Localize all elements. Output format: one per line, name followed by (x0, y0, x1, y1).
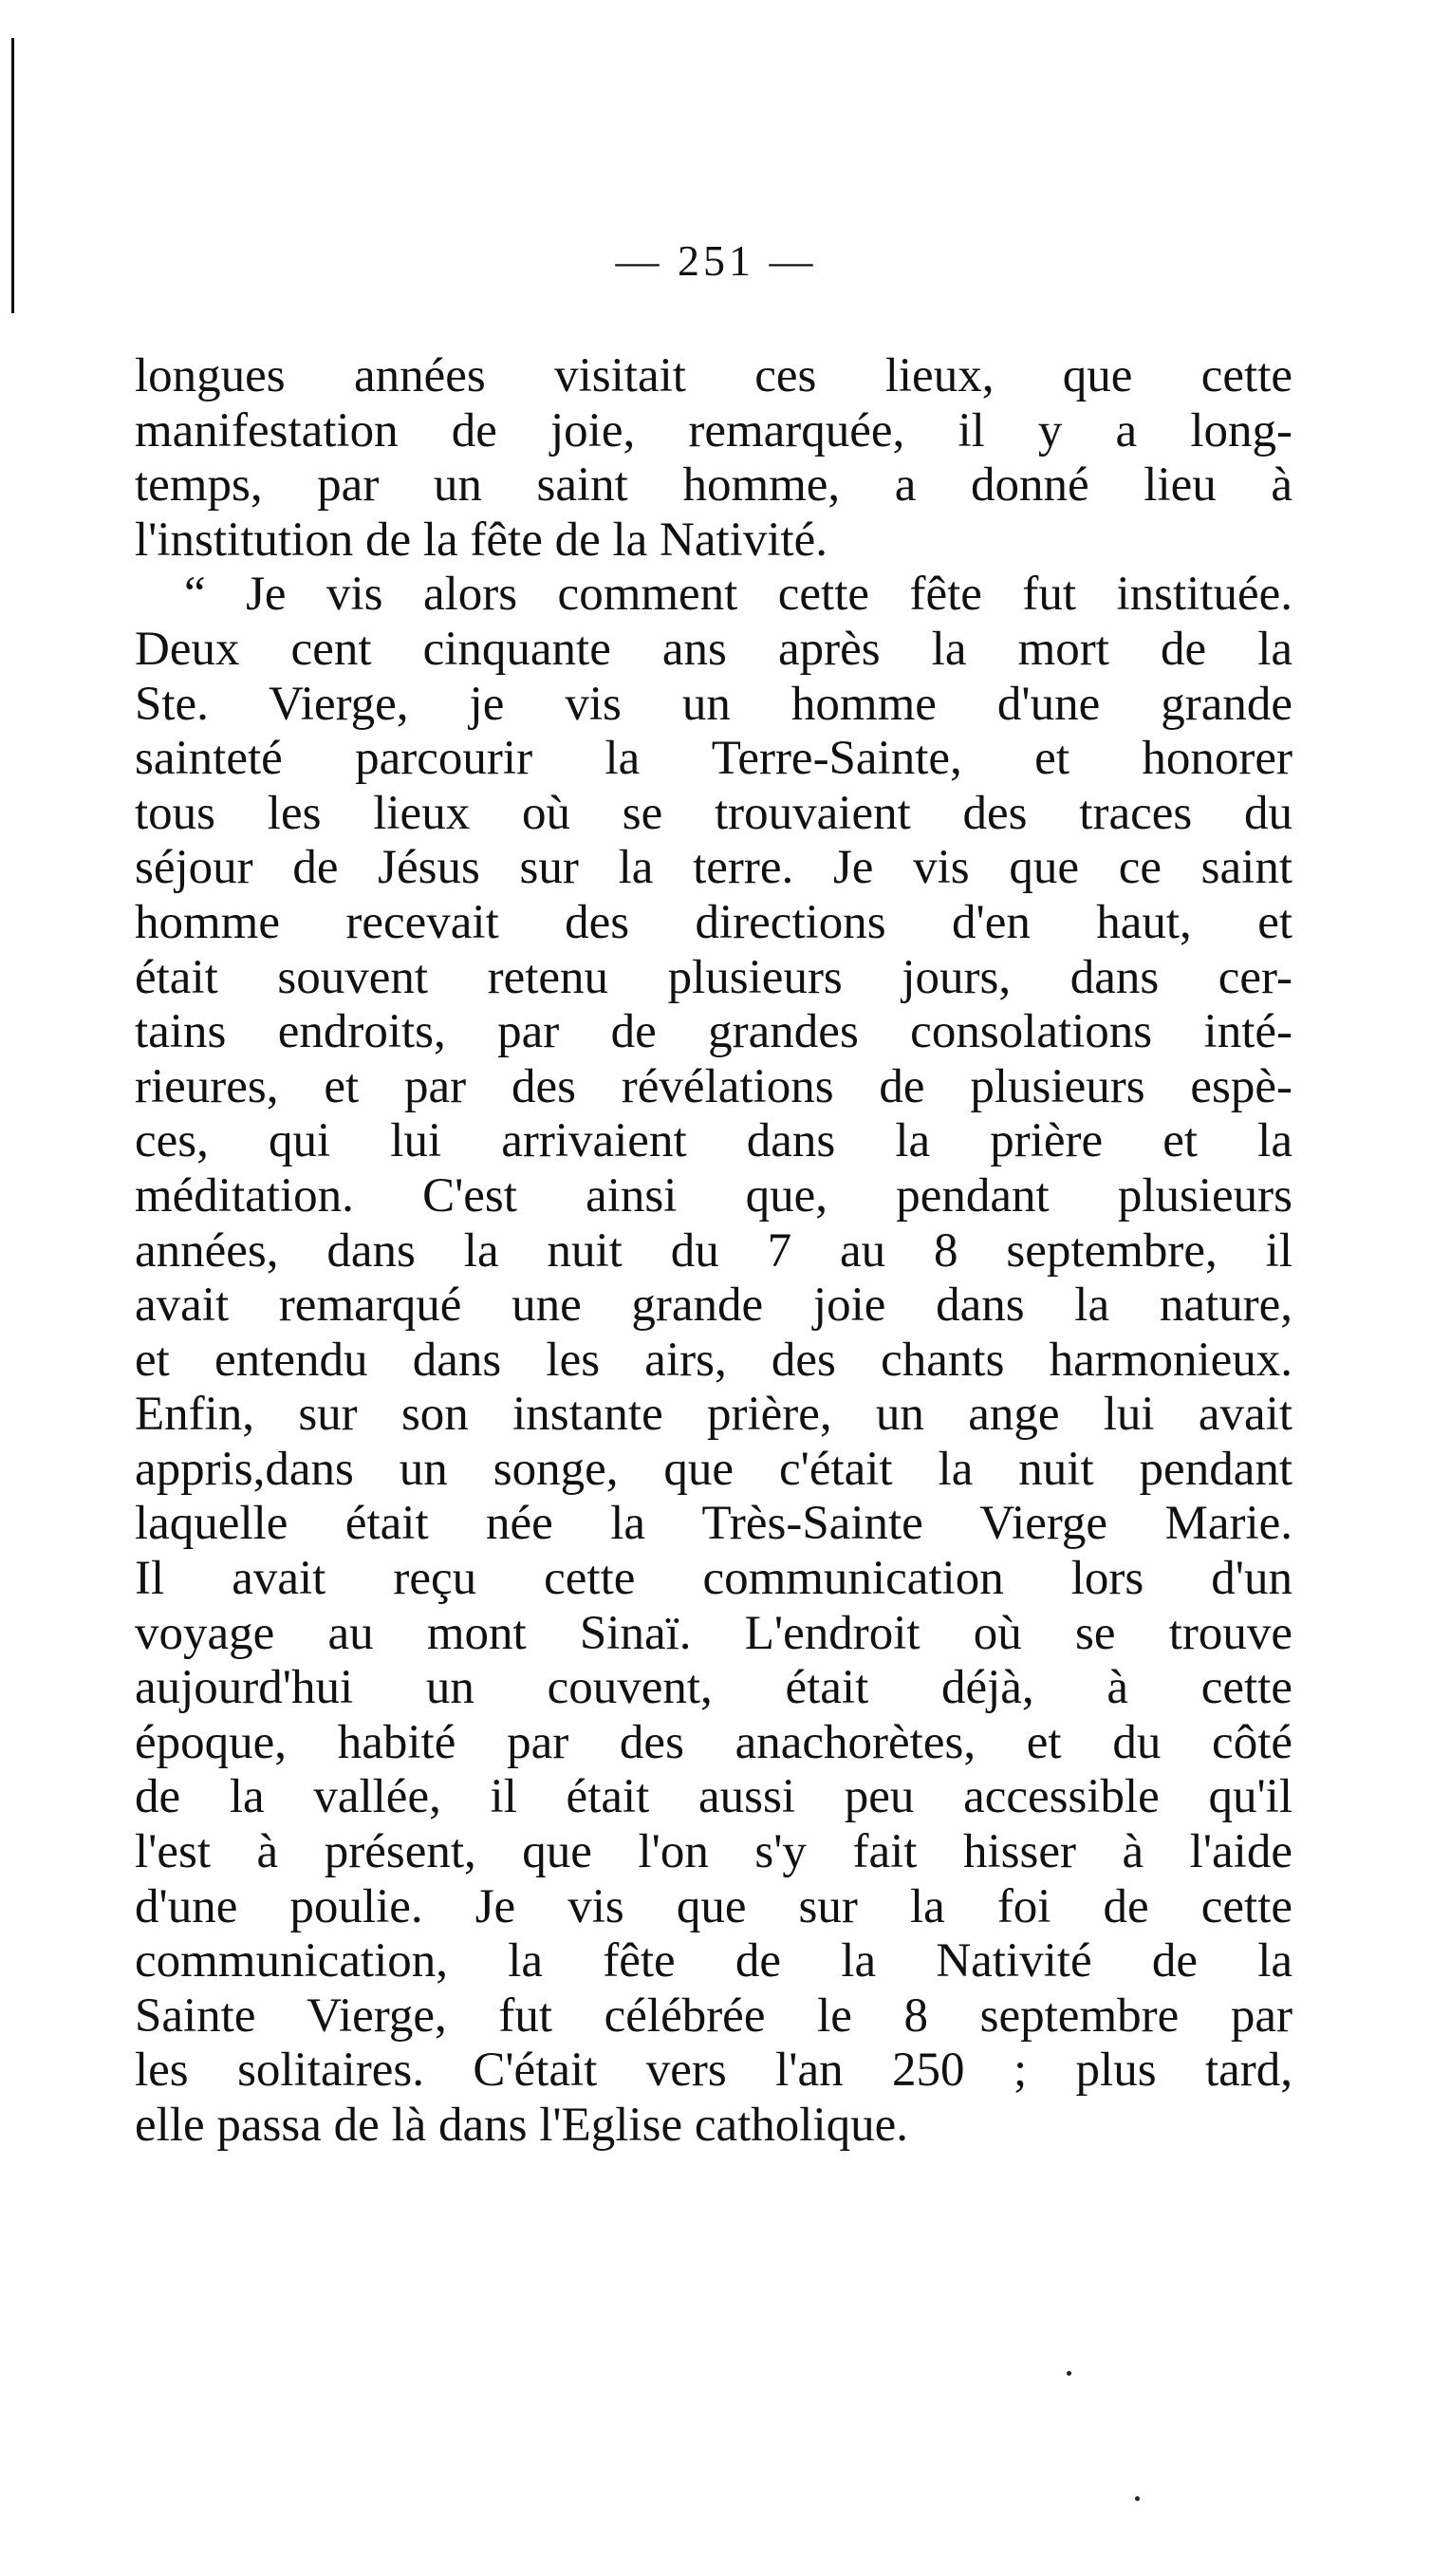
text-line: époque, habité par des anachorètes, et du côté (135, 1715, 1293, 1769)
text-line: “ Je vis alors comment cette fête fut instituée. (184, 568, 1293, 622)
text-line: et entendu dans les airs, des chants harmonieux. (135, 1333, 1293, 1387)
text-line: manifestation de joie, remarquée, il y a long- (135, 403, 1293, 457)
text-line: communication, la fête de la Nativité de la (135, 1934, 1293, 1988)
text-line: ces, qui lui arrivaient dans la prière et la (135, 1114, 1293, 1168)
text-line: voyage au mont Sinaï. L'endroit où se trouve (135, 1606, 1293, 1660)
text-line: appris,dans un songe, que c'était la nuit pendant (135, 1442, 1293, 1496)
paper-speck (1135, 2496, 1140, 2501)
text-line: longues années visitait ces lieux, que cette (135, 349, 1293, 402)
paragraph-2 (135, 568, 1293, 2153)
text-line: années, dans la nuit du 7 au 8 septembre, il (135, 1223, 1293, 1278)
text-line: Enfin, sur son instante prière, un ange lui avait (135, 1388, 1293, 1442)
text-line: laquelle était née la Très-Sainte Vierge Marie. (135, 1497, 1293, 1551)
text-line: aujourd'hui un couvent, était déjà, à cette (135, 1661, 1293, 1715)
text-line: Ste. Vierge, je vis un homme d'une grande (135, 677, 1293, 731)
paper-speck (1067, 2371, 1071, 2376)
text-line: tous les lieux où se trouvaient des traces du (135, 786, 1293, 840)
text-line: avait remarqué une grande joie dans la nature, (135, 1279, 1293, 1333)
text-line: méditation. C'est ainsi que, pendant plusieurs (135, 1168, 1293, 1223)
text-line: Sainte Vierge, fut célébrée le 8 septembre par (135, 1988, 1293, 2043)
text-line: l'institution de la fête de la Nativité. (135, 513, 828, 567)
paragraph-1 (135, 349, 1293, 568)
text-line: sainteté parcourir la Terre-Sainte, et honorer (135, 732, 1293, 786)
text-line: homme recevait des directions d'en haut, et (135, 895, 1293, 949)
text-line: séjour de Jésus sur la terre. Je vis que ce saint (135, 841, 1293, 895)
text-line: tains endroits, par de grandes consolations inté- (135, 1005, 1293, 1059)
text-line: temps, par un saint homme, a donné lieu à (135, 458, 1293, 513)
text-line: d'une poulie. Je vis que sur la foi de cette (135, 1879, 1293, 1933)
text-line: elle passa de là dans l'Eglise catholique. (135, 2099, 909, 2152)
text-line: Il avait reçu cette communication lors d'un (135, 1552, 1293, 1606)
text-line: les solitaires. C'était vers l'an 250 ; plus tard, (135, 2044, 1293, 2098)
text-line: l'est à présent, que l'on s'y fait hisser à l'aide (135, 1825, 1293, 1879)
text-line: rieures, et par des révélations de plusieurs espè- (135, 1059, 1293, 1113)
text-line: était souvent retenu plusieurs jours, dans cer- (135, 950, 1293, 1004)
text-line: Deux cent cinquante ans après la mort de la (135, 622, 1293, 676)
page-number: — 251 — (615, 236, 817, 285)
page-body (135, 349, 1293, 2154)
text-line: de la vallée, il était aussi peu accessible qu'il (135, 1770, 1293, 1824)
